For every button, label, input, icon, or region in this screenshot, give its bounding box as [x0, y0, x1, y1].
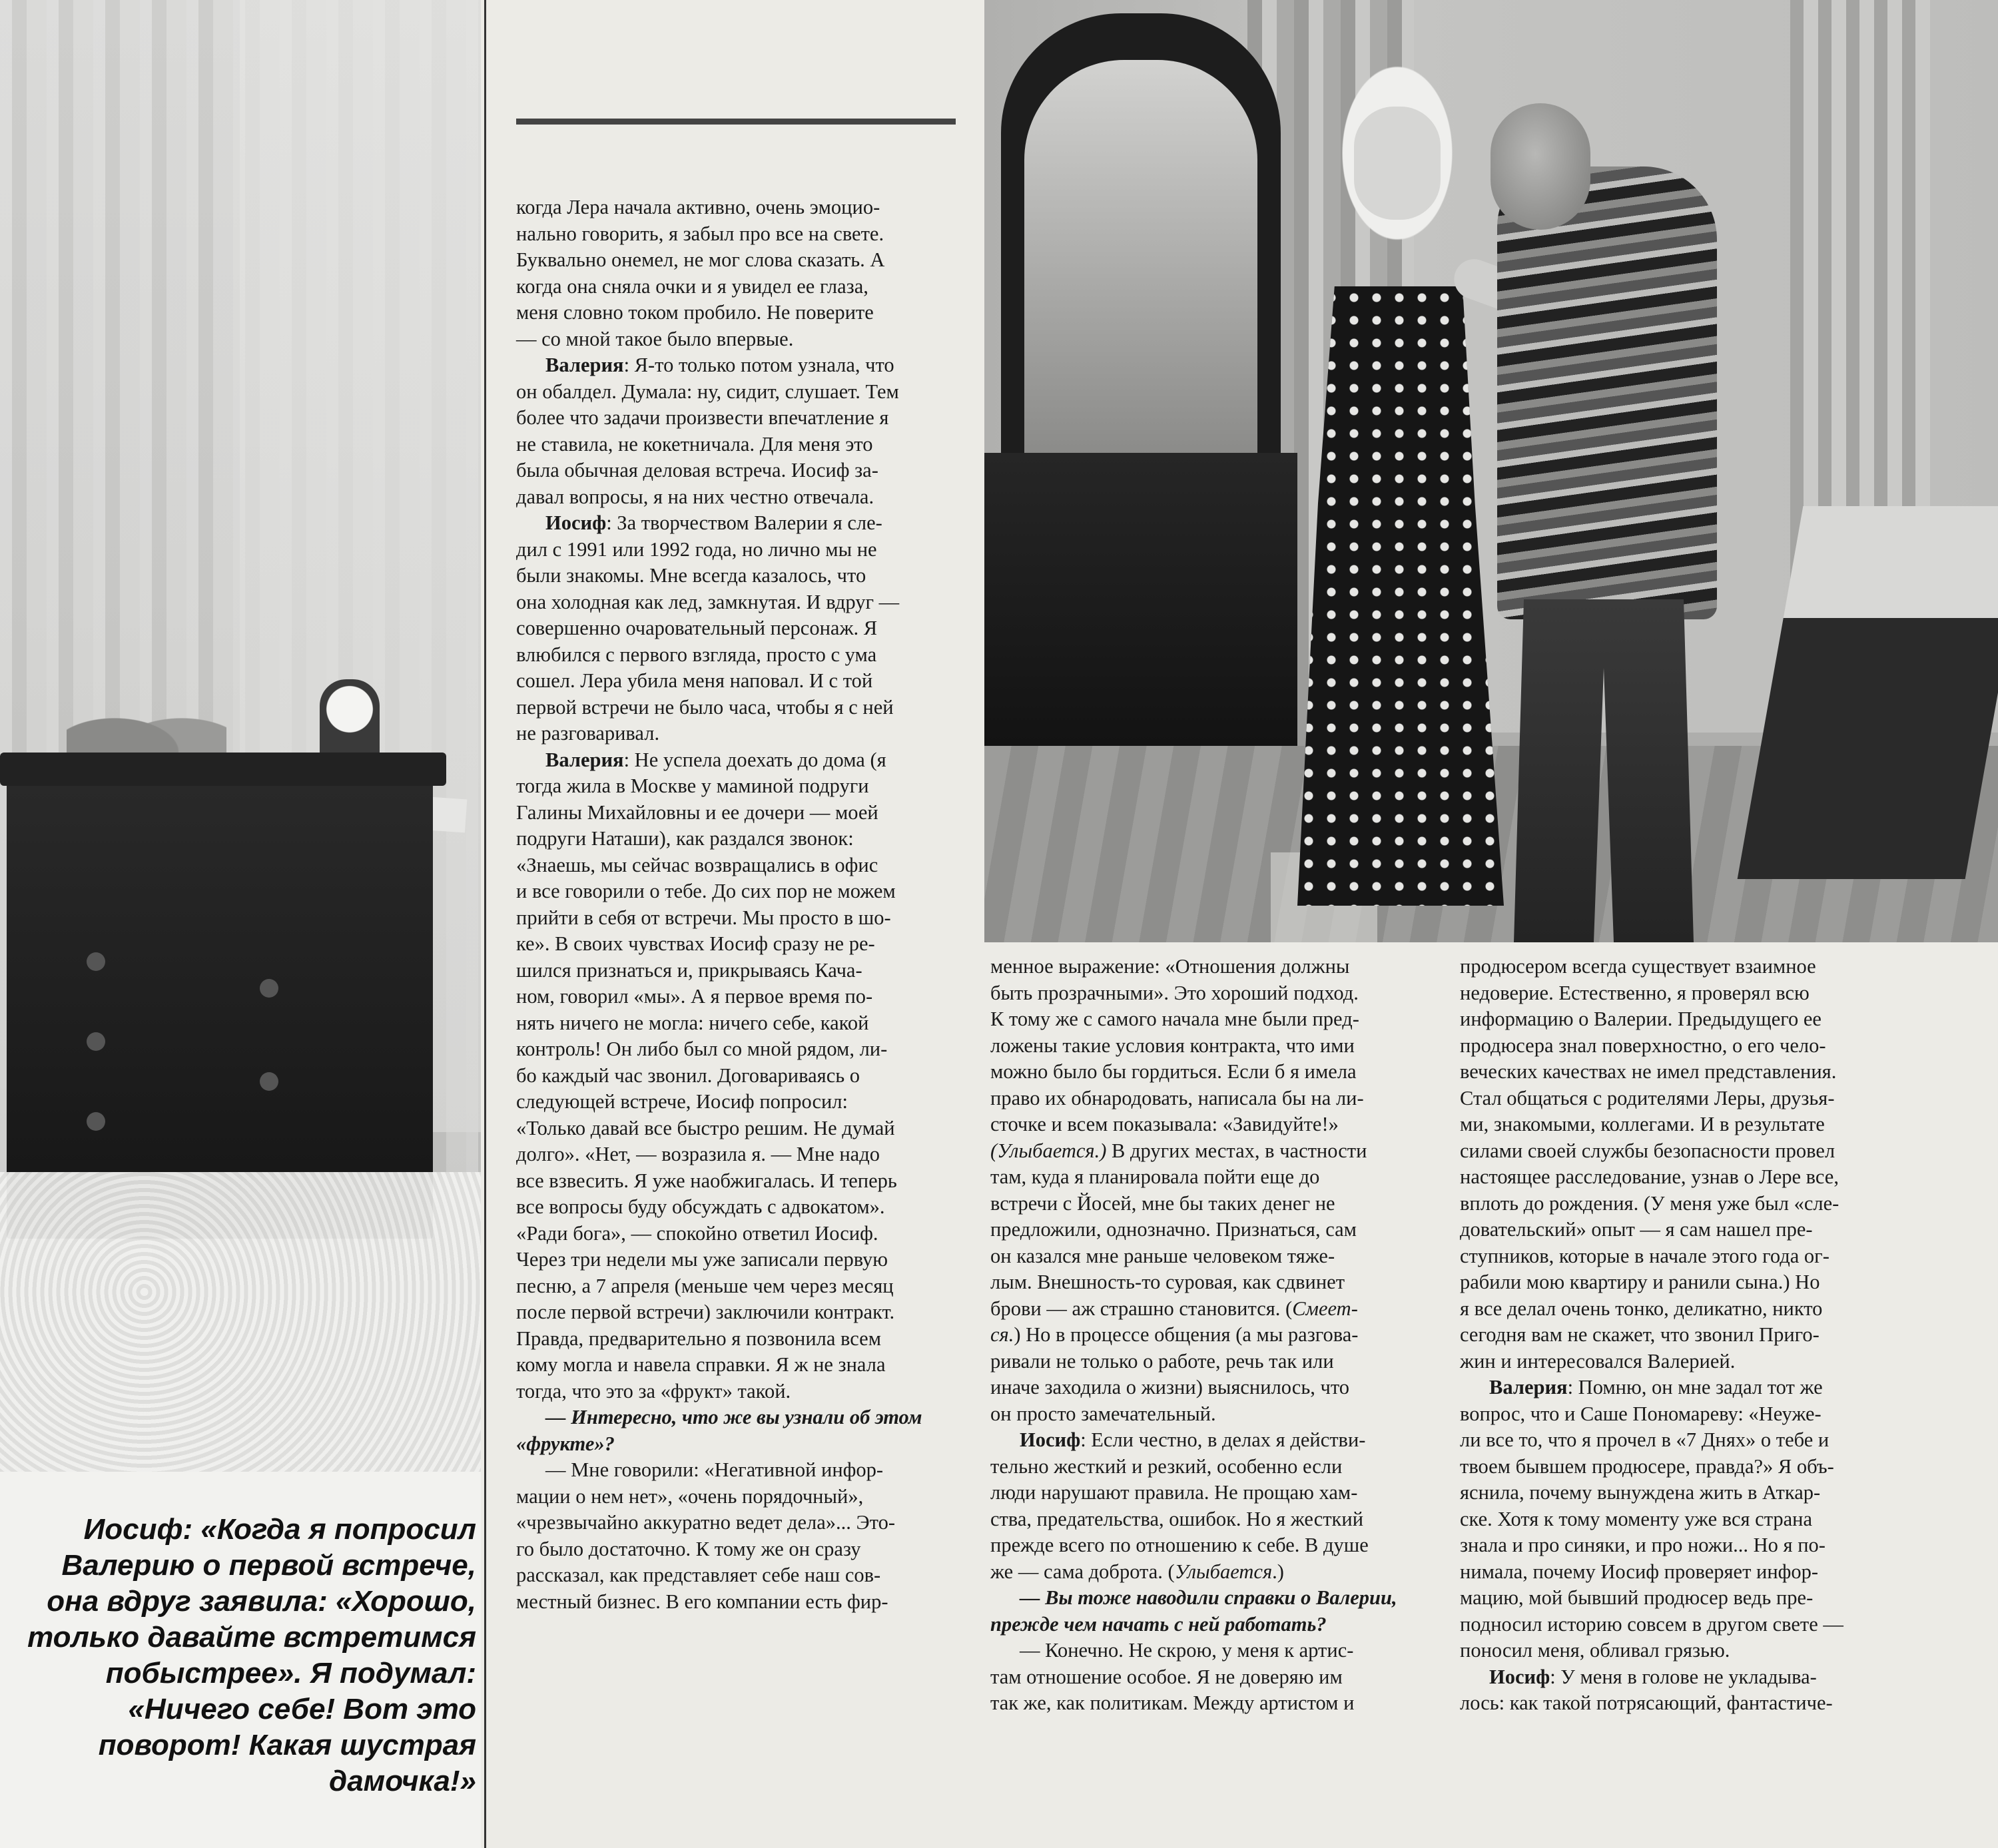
text-line — [516, 510, 969, 537]
interview-question: — Интересно, что же вы узнали об этом — [545, 1406, 922, 1428]
text-line — [516, 747, 969, 774]
text-line: можно было бы гордиться. Если б я имела — [990, 1060, 1357, 1083]
text-line: вплоть до рождения. (У меня уже был «сле- — [1460, 1191, 1839, 1215]
text-line: поносил меня, обливал грязью. — [1460, 1639, 1730, 1662]
text-line: сточке и всем показывала: «Завидуйте!» — [990, 1113, 1339, 1135]
text-line: нять ничего не могла: ничего себе, какой — [516, 1011, 869, 1034]
text-line: была обычная деловая встреча. Иосиф за- — [516, 459, 878, 481]
text-line: более что задачи произвести впечатление я — [516, 406, 889, 429]
text-line: не ставила, не кокетничала. Для меня это — [516, 432, 873, 456]
text-line: яснила, почему вынуждена жить в Аткар- — [1460, 1481, 1821, 1504]
text-run: : Не успела доехать до дома (я — [623, 748, 886, 771]
text-line: ли все то, что я прочел в «7 Днях» о тебе и — [1460, 1428, 1830, 1451]
text-line: иначе заходила о жизни) выяснилось, что — [990, 1376, 1350, 1398]
text-line: силами своей службы безопасности провел — [1460, 1139, 1835, 1162]
cabinet-handle — [87, 952, 105, 971]
text-line: Галины Михайловны и ее дочери — моей — [516, 800, 878, 824]
caption-line: только давайте встретимся — [27, 1621, 476, 1654]
italic-remark: ся. — [990, 1323, 1014, 1346]
text-line: К тому же с самого начала мне были пред- — [990, 1008, 1359, 1030]
text-line: Стал общаться с родителями Леры, друзья- — [1460, 1086, 1835, 1109]
text-run: брови — аж страшно становится. ( — [990, 1297, 1293, 1320]
striped-sweater — [1497, 166, 1717, 619]
left-photo — [0, 0, 481, 1472]
text-line: дил с 1991 или 1992 года, но лично мы не — [516, 537, 877, 561]
text-line: тогда, что это за «фрукт» такой. — [516, 1379, 791, 1402]
text-run: : Если честно, в делах я действи- — [1080, 1428, 1366, 1451]
caption-line: дамочка!» — [329, 1765, 476, 1797]
text-line: право их обнародовать, написала бы на ли- — [990, 1086, 1364, 1109]
text-line: менное выражение: «Отношения должны — [990, 955, 1350, 978]
text-line: не разговаривал. — [516, 722, 660, 745]
text-line — [516, 352, 969, 379]
text-line: вопрос, что и Саше Пономареву: «Неуже- — [1460, 1402, 1822, 1425]
text-line: настоящее расследование, узнав о Лере все, — [1460, 1165, 1839, 1188]
text-line — [1460, 1375, 1919, 1401]
text-line: так же, как политикам. Между артистом и — [990, 1692, 1355, 1714]
text-line: «Только давай все быстро решим. Не думай — [516, 1116, 895, 1139]
text-line: знала и про синяки, и про ножи... Но я по- — [1460, 1534, 1826, 1556]
text-line — [990, 1138, 1443, 1165]
woman-face — [1354, 107, 1441, 220]
cabinet — [7, 766, 433, 1239]
interview-question: — Вы тоже наводили справки о Валерии, — [1020, 1586, 1397, 1609]
text-line: кому могла и навела справки. Я ж не знала — [516, 1353, 886, 1376]
text-line: и все говорили о тебе. До сих пор не можем — [516, 880, 896, 902]
speaker-name: Иосиф — [1020, 1428, 1081, 1451]
text-line: песню, а 7 апреля (меньше чем через месяц — [516, 1274, 894, 1297]
column-divider — [484, 0, 486, 1848]
text-line: прежде всего по отношению к себе. В душе — [990, 1534, 1369, 1556]
text-line: бо каждый час звонил. Договариваясь о — [516, 1064, 860, 1087]
cabinet-top — [0, 753, 446, 786]
text-line: информацию о Валерии. Предыдущего ее — [1460, 1008, 1822, 1030]
text-line: Правда, предварительно я позвонила всем — [516, 1327, 882, 1350]
text-line: ске. Хотя к тому моменту уже вся страна — [1460, 1507, 1813, 1530]
text-line: совершенно очаровательный персонаж. Я — [516, 617, 878, 639]
text-line: нимала, почему Иосиф проверяет инфор- — [1460, 1560, 1819, 1583]
italic-remark: Смеет- — [1292, 1297, 1358, 1320]
photo-caption — [27, 1512, 476, 1799]
text-line: контроль! Он либо был со мной рядом, ли- — [516, 1038, 888, 1060]
text-line: — со мной такое было впервые. — [516, 327, 794, 350]
text-run: В других местах, в частности — [1106, 1139, 1367, 1162]
text-line: «Знаешь, мы сейчас возвращались в офис — [516, 853, 878, 876]
text-run: : За творчеством Валерии я сле- — [606, 511, 882, 534]
text-line: там, куда я планировала пойти еще до — [990, 1165, 1320, 1188]
text-line: «чрезвычайно аккуратно ведет дела»... Это- — [516, 1511, 896, 1534]
text-run: .) — [1272, 1560, 1284, 1583]
cabinet-handle — [260, 1072, 278, 1091]
section-rule — [516, 119, 956, 125]
text-run: : Я-то только потом узнала, что — [623, 354, 894, 376]
text-line: — Мне говорили: «Негативной инфор- — [545, 1458, 884, 1481]
text-line: сошел. Лера убила меня наповал. И с той — [516, 669, 873, 692]
text-line: ступников, которые в начале этого года ог- — [1460, 1244, 1830, 1267]
text-line: я все делал очень тонко, деликатно, никто — [1460, 1297, 1823, 1320]
text-line: лось: как такой потрясающий, фантастиче- — [1460, 1692, 1833, 1714]
text-line — [1460, 1664, 1919, 1691]
text-line: лым. Внешность-то суровая, как сдвинет — [990, 1271, 1345, 1293]
cabinet-handle — [260, 979, 278, 998]
text-line: ке». В своих чувствах Иосиф сразу не ре- — [516, 932, 875, 955]
carpet — [0, 1172, 481, 1472]
text-line: нально говорить, я забыл про все на свете. — [516, 222, 884, 245]
text-run: : Помню, он мне задал тот же — [1567, 1376, 1823, 1398]
main-photo — [984, 0, 1998, 942]
text-line: рассказал, как представляет себе наш сов- — [516, 1564, 881, 1586]
speaker-name: Валерия — [1489, 1376, 1568, 1398]
text-line: Через три недели мы уже записали первую — [516, 1248, 888, 1271]
text-line: шился признаться и, прикрываясь Кача- — [516, 958, 862, 982]
italic-remark: Улыбается — [1174, 1560, 1273, 1583]
text-line: мацию, мой бывший продюсер ведь пре- — [1460, 1586, 1814, 1609]
text-line: она холодная как лед, замкнутая. И вдруг — — [516, 590, 900, 613]
text-line — [990, 1322, 1443, 1349]
text-line — [990, 1559, 1443, 1586]
mirror-glass — [1024, 60, 1257, 460]
text-line: тогда жила в Москве у маминой подруги — [516, 774, 869, 797]
caption-line: Иосиф: «Когда я попросил — [83, 1513, 476, 1546]
text-column-3 — [1460, 954, 1919, 1717]
text-column-2 — [990, 954, 1443, 1717]
text-line: го было достаточно. К тому же он сразу — [516, 1537, 861, 1560]
text-line: веческих качествах не имел представления. — [1460, 1060, 1837, 1083]
caption-line: «Ничего себе! Вот это — [128, 1693, 476, 1725]
text-line: прийти в себя от встречи. Мы просто в шо- — [516, 906, 891, 929]
text-line: после первой встречи) заключили контракт. — [516, 1301, 895, 1323]
text-line: все вопросы буду обсуждать с адвокатом». — [516, 1195, 885, 1218]
text-line: продюсером всегда существует взаимное — [1460, 955, 1816, 978]
text-line: рабили мою квартиру и ранили сына.) Но — [1460, 1271, 1820, 1293]
text-line: ми, знакомыми, коллегами. И в результате — [1460, 1113, 1825, 1135]
text-line: жин и интересовался Валерией. — [1460, 1349, 1736, 1373]
text-line — [990, 1296, 1443, 1323]
speaker-name: Валерия — [545, 748, 624, 771]
text-line: там отношение особое. Я не доверяю им — [990, 1665, 1343, 1688]
caption-line: побыстрее». Я подумал: — [105, 1657, 476, 1690]
text-line: довательский» опыт — я сам нашел пре- — [1460, 1218, 1813, 1241]
text-line — [990, 1427, 1443, 1454]
text-line: были знакомы. Мне всегда казалось, что — [516, 564, 866, 587]
man-head — [1491, 103, 1590, 230]
interview-question: прежде чем начать с ней работать? — [990, 1612, 1327, 1636]
text-line: люди нарушают правила. Не прощаю хам- — [990, 1481, 1358, 1504]
text-line: продюсера знал поверхностно, о его чело- — [1460, 1034, 1826, 1057]
text-line: долго». «Нет, — возразила я. — Мне надо — [516, 1143, 880, 1165]
text-line: быть прозрачными». Это хороший подход. — [990, 981, 1359, 1004]
text-line: встречи с Йосей, мне бы таких денег не — [990, 1191, 1335, 1215]
text-line: мации о нем нет», «очень порядочный», — [516, 1484, 864, 1508]
text-line: Буквально онемел, не мог слова сказать. А — [516, 248, 885, 271]
text-line: все взвесить. Я уже наобжигалась. И теперь — [516, 1169, 897, 1192]
text-line: следующей встрече, Иосиф попросил: — [516, 1090, 848, 1113]
text-line: сегодня вам не скажет, что звонил Приго- — [1460, 1323, 1820, 1346]
text-line: подносил историю совсем в другом свете — — [1460, 1612, 1843, 1636]
caption-line: поворот! Какая шустрая — [98, 1729, 476, 1761]
italic-remark: (Улыбается.) — [990, 1139, 1107, 1162]
text-line: ном, говорил «мы». А я первое время по- — [516, 985, 873, 1008]
text-line: ложены такие условия контракта, что ими — [990, 1034, 1355, 1057]
text-line: когда она сняла очки и я увидел ее глаза, — [516, 274, 868, 298]
speaker-name: Иосиф — [1489, 1665, 1550, 1688]
text-line: тельно жесткий и резкий, особенно если — [990, 1454, 1343, 1478]
text-line: местный бизнес. В его компании есть фир- — [516, 1590, 888, 1613]
text-line: «Ради бога», — спокойно ответил Иосиф. — [516, 1221, 878, 1245]
text-line: когда Лера начала активно, очень эмоцио- — [516, 196, 880, 218]
caption-line: она вдруг заявила: «Хорошо, — [47, 1585, 476, 1618]
interview-question: «фрукте»? — [516, 1432, 615, 1455]
speaker-name: Иосиф — [545, 511, 607, 534]
text-line: первой встречи не было часа, чтобы я с ней — [516, 695, 894, 719]
text-line: недоверие. Естественно, я проверял всю — [1460, 981, 1810, 1004]
text-line: меня словно током пробило. Не поверите — [516, 301, 874, 324]
text-line: давал вопросы, я на них честно отвечала. — [516, 485, 874, 508]
text-line: — Конечно. Не скрою, у меня к артис- — [1020, 1639, 1354, 1662]
text-line: влюбился с первого взгляда, просто с ума — [516, 643, 877, 666]
text-line: твоем бывшем продюсере, правда?» Я объ- — [1460, 1454, 1834, 1478]
text-line: предложили, однозначно. Признаться, сам — [990, 1218, 1357, 1241]
cabinet-handle — [87, 1112, 105, 1131]
dresser — [984, 453, 1297, 759]
text-run: ) Но в процессе общения (а мы разгова- — [1014, 1323, 1359, 1346]
text-column-1 — [516, 194, 969, 1615]
caption-line: Валерию о первой встрече, — [61, 1549, 476, 1582]
text-line: ства, предательства, ошибок. Но я жесткий — [990, 1507, 1364, 1530]
text-line: подруги Наташи), как раздался звонок: — [516, 827, 854, 850]
text-line: он просто замечательный. — [990, 1402, 1216, 1425]
cabinet-handle — [87, 1032, 105, 1051]
text-line: он обалдел. Думала: ну, сидит, слушает. Тем — [516, 380, 899, 403]
text-run: же — сама доброта. ( — [990, 1560, 1175, 1583]
text-run: : У меня в голове не укладыва- — [1550, 1665, 1817, 1688]
text-line: он казался мне раньше человеком тяже- — [990, 1244, 1335, 1267]
text-line: ривали не только о работе, речь так или — [990, 1349, 1334, 1373]
speaker-name: Валерия — [545, 354, 624, 376]
